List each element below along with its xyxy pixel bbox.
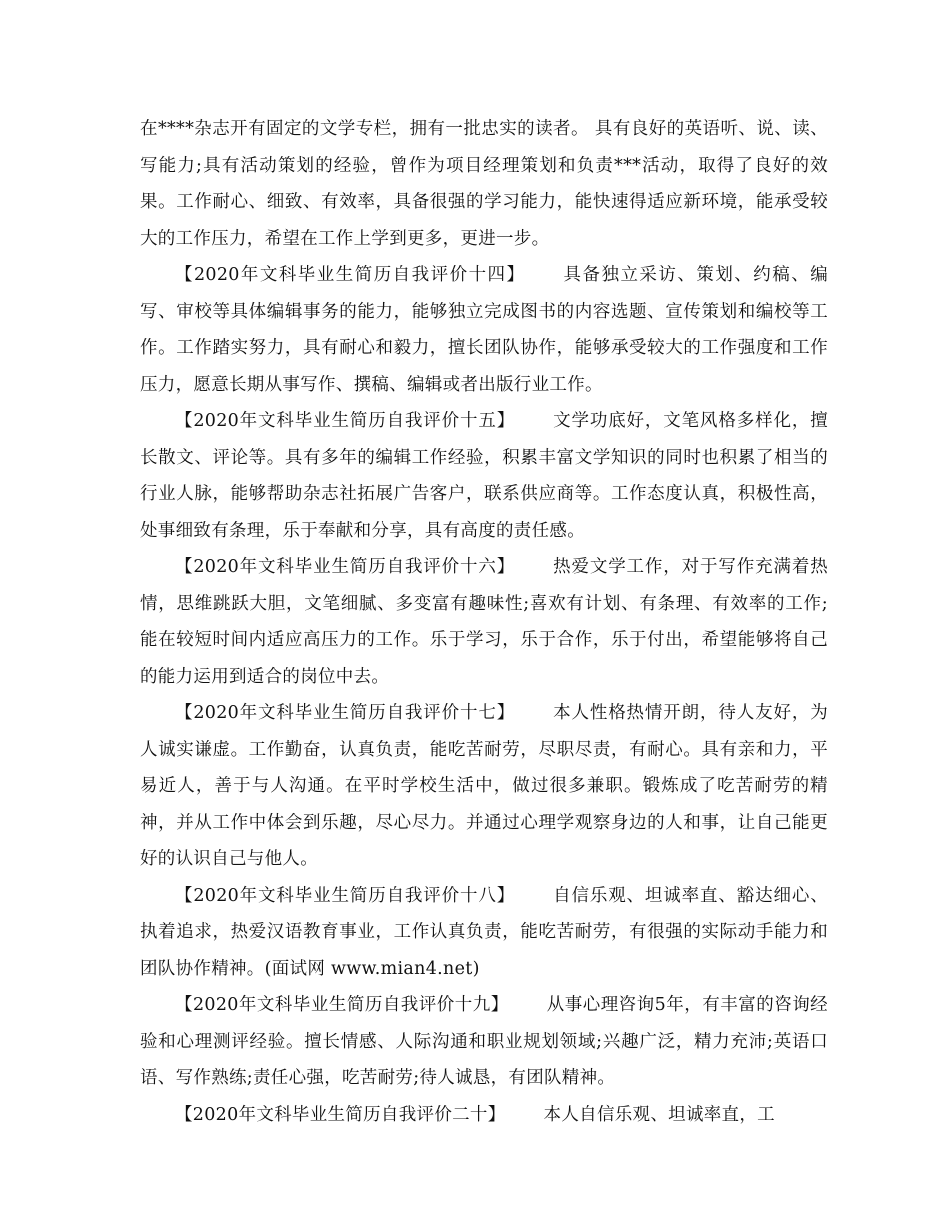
paragraph-body: 自信乐观、坦诚率直、豁达细心、执着追求，热爱汉语教育事业，工作认真负责，能吃苦耐劳，有很强的实际动手能力和团队协作精神。(面试网 www.mian4.net) [140,885,828,979]
document-page [140,111,828,1133]
section-heading: 【2020年文科毕业生简历自我评价十九】 [175,995,509,1015]
section-heading: 【2020年文科毕业生简历自我评价十五】 [175,411,516,431]
paragraph-evaluation-18 [140,878,828,988]
section-heading: 【2020年文科毕业生简历自我评价十八】 [175,885,516,906]
section-heading: 【2020年文科毕业生简历自我评价二十】 [175,1104,506,1125]
paragraph-evaluation-14 [140,257,828,403]
paragraph-body: 文学功底好，文笔风格多样化，擅长散文、评论等。具有多年的编辑工作经验，积累丰富文学知识的同时也积累了相当的行业人脉，能够帮助杂志社拓展广告客户，联系供应商等。工作态度认真，积极性高，处事细致有条理，乐于奉献和分享，具有高度的责任感。 [140,411,828,541]
paragraph-evaluation-19 [140,987,828,1097]
section-heading: 【2020年文科毕业生简历自我评价十六】 [175,557,516,577]
paragraph-evaluation-20 [140,1097,828,1134]
section-heading: 【2020年文科毕业生简历自我评价十七】 [175,703,516,723]
paragraph-body: 具备独立采访、策划、约稿、编写、审校等具体编辑事务的能力，能够独立完成图书的内容选题、宣传策划和编校等工作。工作踏实努力，具有耐心和毅力，擅长团队协作，能够承受较大的工作强度和工作压力，愿意长期从事写作、撰稿、编辑或者出版行业工作。 [140,265,828,395]
paragraph-evaluation-15 [140,403,828,549]
paragraph-body: 热爱文学工作，对于写作充满着热情，思维跳跃大胆，文笔细腻、多变富有趣味性;喜欢有计划、有条理、有效率的工作;能在较短时间内适应高压力的工作。乐于学习，乐于合作，乐于付出，希望能够将自己的能力运用到适合的岗位中去。 [140,557,828,687]
paragraph-body: 本人自信乐观、坦诚率直，工 [543,1104,775,1125]
paragraph-body: 在****杂志开有固定的文学专栏，拥有一批忠实的读者。 具有良好的英语听、说、读、写能力;具有活动策划的经验，曾作为项目经理策划和负责***活动，取得了良好的效果。工作耐心、细致、有效率，具备很强的学习能力，能快速得适应新环境，能承受较大的工作压力，希望在工作上学到更多，更进一步。 [140,119,828,249]
paragraph-body: 从事心理咨询5年，有丰富的咨询经验和心理测评经验。擅长情感、人际沟通和职业规划领域;兴趣广泛，精力充沛;英语口语、写作熟练;责任心强，吃苦耐劳;待人诚恳，有团队精神。 [140,995,828,1088]
paragraph-evaluation-16 [140,549,828,695]
paragraph-body: 本人性格热情开朗，待人友好，为人诚实谦虚。工作勤奋，认真负责，能吃苦耐劳，尽职尽责，有耐心。具有亲和力，平易近人，善于与人沟通。在平时学校生活中，做过很多兼职。锻炼成了吃苦耐劳的精神，并从工作中体会到乐趣，尽心尽力。并通过心理学观察身边的人和事，让自己能更好的认识自己与他人。 [140,703,828,869]
paragraph-evaluation-17 [140,695,828,878]
section-heading: 【2020年文科毕业生简历自我评价十四】 [175,265,526,285]
paragraph-continuation [140,111,828,257]
